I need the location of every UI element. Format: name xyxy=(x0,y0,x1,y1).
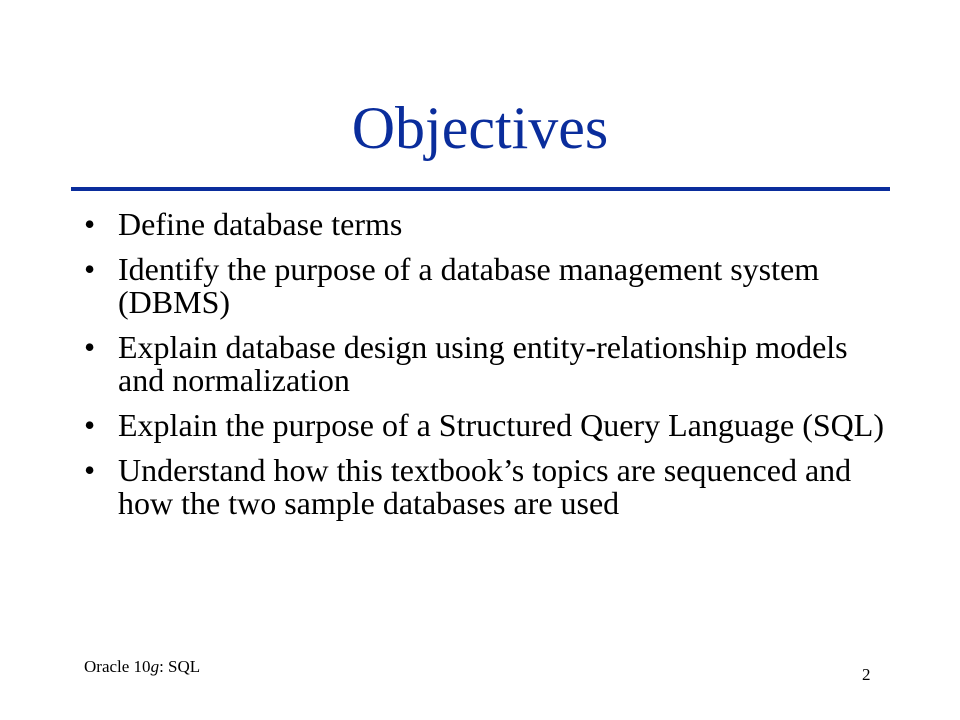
bullet-text: Identify the purpose of a database management system (DBMS) xyxy=(118,251,820,320)
bullet-icon: • xyxy=(84,206,96,242)
list-item xyxy=(84,409,884,442)
page-number: 2 xyxy=(862,665,871,684)
title-divider xyxy=(71,187,890,191)
bullet-text: Explain database design using entity-relationship models and normalization xyxy=(118,329,848,398)
footer-product-italic: g xyxy=(150,657,160,676)
bullet-icon: • xyxy=(84,407,96,443)
bullet-icon: • xyxy=(84,251,96,287)
footer-product-suffix: : SQL xyxy=(159,657,201,676)
footer-product-prefix: Oracle 10 xyxy=(84,657,151,676)
list-item xyxy=(84,331,884,397)
list-item xyxy=(84,208,884,241)
bullet-icon: • xyxy=(84,329,96,365)
bullet-text: Define database terms xyxy=(118,206,403,242)
bullet-text: Explain the purpose of a Structured Query Language (SQL) xyxy=(118,407,884,443)
bullet-text: Understand how this textbook’s topics are sequenced and how the two sample databases are used xyxy=(118,452,852,521)
objectives-list xyxy=(84,208,884,532)
footer-course-title xyxy=(84,657,200,677)
list-item xyxy=(84,454,884,520)
list-item xyxy=(84,253,884,319)
bullet-icon: • xyxy=(84,452,96,488)
slide-title: Objectives xyxy=(351,95,609,161)
